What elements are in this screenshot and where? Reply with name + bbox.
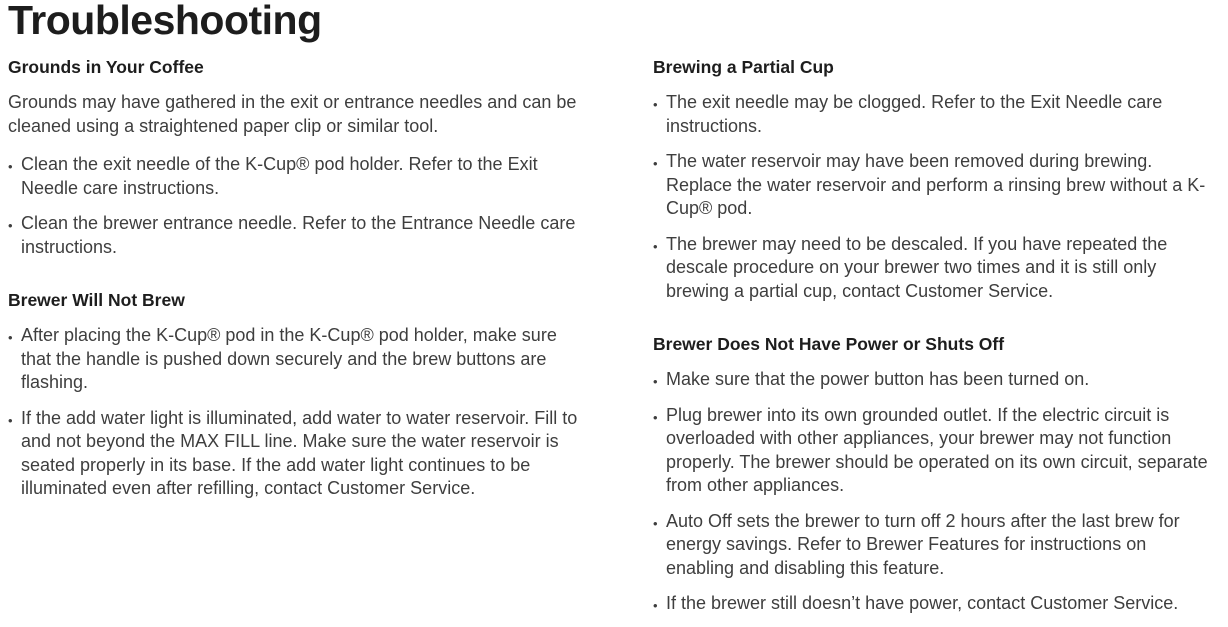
bullet-list (653, 368, 1217, 616)
section-heading: Brewer Does Not Have Power or Shuts Off (653, 334, 1005, 354)
bullet-text: Clean the exit needle of the K-Cup® pod holder. Refer to the Exit Needle care instructions. (21, 154, 538, 198)
bullet-list (653, 91, 1217, 303)
bullet-text: Make sure that the power button has been turned on. (666, 369, 1090, 389)
bullet-item (653, 592, 1217, 616)
bullet-text: The brewer may need to be descaled. If you have repeated the descale procedure on your brewer two times and it is still only brewing a partial cup, contact Customer Service. (666, 233, 1168, 301)
section-brewing-a-partial-cup (653, 57, 1217, 303)
page-title: Troubleshooting (8, 0, 322, 43)
bullet-item (8, 153, 580, 200)
bullet-item (653, 91, 1217, 138)
bullet-item (653, 404, 1217, 498)
section-intro: Grounds may have gathered in the exit or entrance needles and can be cleaned using a straightened paper clip or similar tool. (8, 92, 577, 136)
section-brewer-will-not-brew (8, 290, 580, 501)
section-heading: Brewer Will Not Brew (8, 290, 185, 310)
bullet-text: If the brewer still doesn’t have power, contact Customer Service. (666, 593, 1179, 613)
left-column (8, 57, 580, 501)
bullet-item (653, 150, 1217, 221)
section-grounds-in-your-coffee (8, 57, 580, 259)
section-heading: Brewing a Partial Cup (653, 57, 834, 77)
bullet-item (653, 510, 1217, 581)
bullet-list (8, 324, 580, 501)
bullet-text: The exit needle may be clogged. Refer to the Exit Needle care instructions. (666, 92, 1163, 136)
bullet-text: Plug brewer into its own grounded outlet. If the electric circuit is overloaded with other appliances, your brewer may not function properly. The brewer should be operated on its own circuit, separate from other appliances. (666, 404, 1208, 495)
bullet-item (653, 368, 1217, 392)
bullet-list (8, 153, 580, 259)
bullet-item (653, 233, 1217, 304)
bullet-text: If the add water light is illuminated, add water to water reservoir. Fill to and not beyond the MAX FILL line. Make sure the water reservoir is seated properly in its base. If the add water light continues to be illuminated even after refilling, contact Customer Service. (21, 407, 578, 498)
bullet-item (8, 324, 580, 395)
right-column (653, 57, 1217, 616)
section-brewer-does-not-have-power (653, 334, 1217, 616)
bullet-item (8, 407, 580, 501)
bullet-text: After placing the K-Cup® pod in the K-Cup® pod holder, make sure that the handle is pushed down securely and the brew buttons are flashing. (21, 325, 557, 392)
bullet-text: Auto Off sets the brewer to turn off 2 hours after the last brew for energy savings. Refer to Brewer Features for instructions on enabling and disabling this feature. (666, 510, 1180, 578)
bullet-text: The water reservoir may have been removed during brewing. Replace the water reservoir and perform a rinsing brew without a K-Cup® pod. (666, 151, 1206, 218)
bullet-item (8, 212, 580, 259)
section-heading: Grounds in Your Coffee (8, 57, 204, 77)
bullet-text: Clean the brewer entrance needle. Refer to the Entrance Needle care instructions. (21, 213, 576, 257)
